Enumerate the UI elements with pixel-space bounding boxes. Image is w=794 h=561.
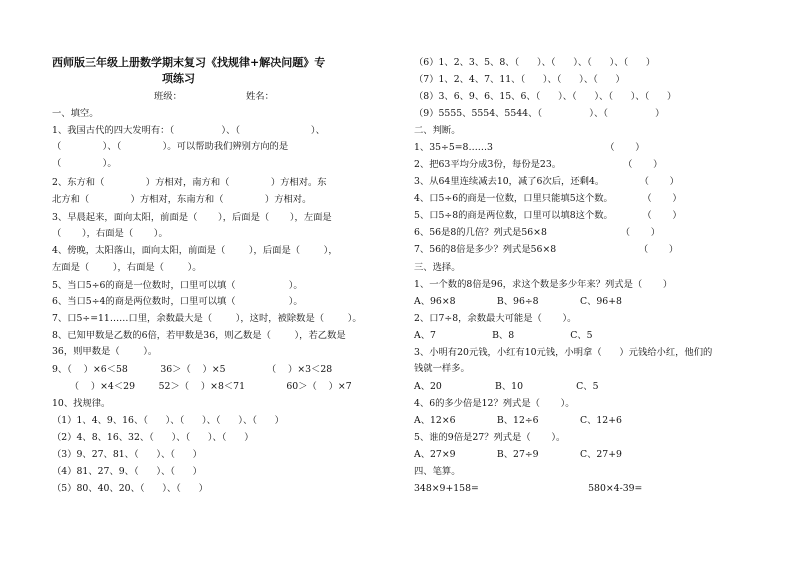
question-line: 1、我国古代的四大发明有：（ ）、（ ）、 <box>52 125 325 136</box>
judge-line: 1、35÷5=8……3 （ ） <box>414 142 645 153</box>
choice-question: 5、谁的9倍是27？列式是（ ）。 <box>414 432 566 443</box>
pattern-line: （9）5555、5554、5544、（ ）、（ ） <box>414 108 665 119</box>
question-line: （ ）×4＜29 52＞（ ）×8＜71 60＞（ ）×7 <box>52 381 352 392</box>
class-label: 班级： <box>154 91 182 102</box>
choice-question: 4、6的多少倍是12？列式是（ ）。 <box>414 398 575 409</box>
judge-line: 3、从64里连续减去10，减了6次后，还剩4。 （ ） <box>414 176 679 187</box>
question-line: 10、找规律。 <box>52 398 111 409</box>
question-line: 3、早晨起来，面向太阳，前面是（ ），后面是（ ），左面是 <box>52 212 332 223</box>
judge-line: 4、口5÷6的商是一位数，口里只能填5这个数。 （ ） <box>414 193 682 204</box>
question-line: 8、已知甲数是乙数的6倍，若甲数是36，则乙数是（ ），若乙数是 <box>52 330 346 341</box>
pattern-line: （1）1、4、9、16、（ ）、（ ）、（ ）、（ ） <box>52 415 284 426</box>
choice-options: A、96×8 B、96÷8 C、96+8 <box>414 296 622 307</box>
judge-line: 6、56是8的几倍？列式是56×8 （ ） <box>414 227 661 238</box>
choice-options: A、7 B、8 C、5 <box>414 330 593 341</box>
choice-options: A、20 B、10 C、5 <box>414 381 599 392</box>
question-line: （ ）、（ ）。可以帮助我们辨别方向的是 <box>52 141 289 152</box>
pattern-line: （7）1、2、4、7、11、（ ）、（ ）、（ ） <box>414 74 625 85</box>
question-line: （ ），右面是（ ）。 <box>52 228 168 239</box>
pattern-line: （8）3、6、9、6、15、6、（ ）、（ ）、（ ）、（ ） <box>414 91 677 102</box>
calc-problems: 348×9+158= 580×4-39= <box>414 483 643 494</box>
question-line: 5、当口5÷6的商是一位数时，口里可以填（ ）。 <box>52 280 303 291</box>
choice-question: 钱就一样多。 <box>414 363 470 374</box>
judge-line: 2、把63平均分成3份，每份是23。 （ ） <box>414 159 663 170</box>
question-line: 9、（ ）×6＜58 36＞（ ）×5 （ ）×3＜28 <box>52 364 333 375</box>
pattern-line: （4）81、27、9、（ ）、（ ） <box>52 466 202 477</box>
choice-options: A、27×9 B、27÷9 C、27+9 <box>414 449 622 460</box>
pattern-line: （3）9、27、81、（ ）、（ ） <box>52 449 202 460</box>
section-fill-blank: 一、填空。 <box>52 108 99 119</box>
question-line: （ ）。 <box>52 158 117 169</box>
question-line: 2、东方和（ ）方相对，南方和（ ）方相对。东 <box>52 177 327 188</box>
judge-line: 7、56的8倍是多少？列式是56×8 （ ） <box>414 244 679 255</box>
pattern-line: （2）4、8、16、32、（ ）、（ ）、（ ） <box>52 432 254 443</box>
question-line: 北方和（ ）方相对，东南方和（ ）方相对。 <box>52 194 312 205</box>
pattern-line: （5）80、40、20、（ ）、（ ） <box>52 483 208 494</box>
worksheet-title: 西师版三年级上册数学期末复习《找规律+解决问题》专 <box>52 56 326 69</box>
section-written-calc: 四、笔算。 <box>414 466 461 477</box>
choice-question: 1、一个数的8倍是96，求这个数是多少年来？列式是（ ） <box>414 279 673 290</box>
name-label: 姓名： <box>246 91 274 102</box>
question-line: 左面是（ ），右面是（ ）。 <box>52 262 202 273</box>
choice-options: A、12×6 B、12÷6 C、12+6 <box>414 415 622 426</box>
question-line: 6、当口5÷4的商是两位数时，口里可以填（ ）。 <box>52 296 303 307</box>
question-line: 36，则甲数是（ ）。 <box>52 346 158 357</box>
section-true-false: 二、判断。 <box>414 125 461 136</box>
question-line: 4、傍晚，太阳落山，面向太阳，前面是（ ），后面是（ ）， <box>52 245 338 256</box>
pattern-line: （6）1、2、3、5、8、（ ）、（ ）、（ ）、（ ） <box>414 57 656 68</box>
judge-line: 5、口5÷8的商是两位数，口里可以填8这个数。 （ ） <box>414 210 682 221</box>
worksheet-title-continued: 项练习 <box>162 72 195 85</box>
choice-question: 3、小明有20元钱，小红有10元钱，小明拿（ ）元钱给小红，他们的 <box>414 347 713 358</box>
question-line: 7、口5÷=11……口里，余数最大是（ ），这时，被除数是（ ）。 <box>52 313 362 324</box>
choice-question: 2、口7÷8，余数最大可能是（ ）。 <box>414 313 577 324</box>
section-choice: 三、选择。 <box>414 262 461 273</box>
